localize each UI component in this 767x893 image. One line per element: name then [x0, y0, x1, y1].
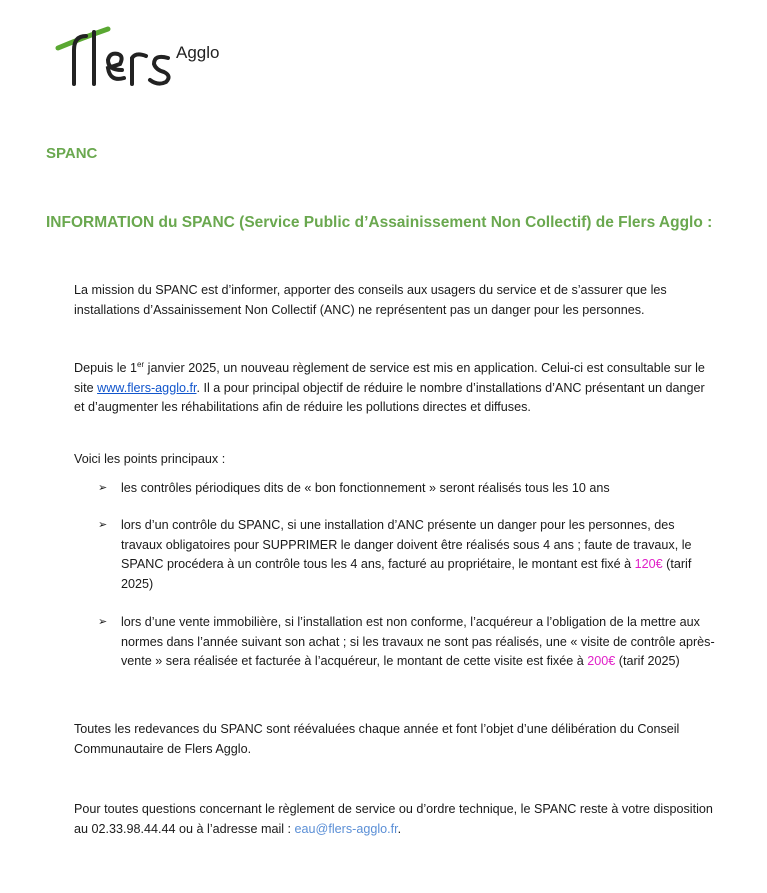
list-item-text — [121, 613, 718, 672]
list-item-body: lors d’un contrôle du SPANC, si une installation d’ANC présente un danger pour les personnes, des travaux obligatoires pour SUPPRIMER le danger doivent être réalisés sous 4 ans ; faute de travaux, le SPANC procédera à un contrôle tous les 4 ans, facturé au propriétaire, le montant est fixé à — [121, 518, 692, 572]
paragraph-points-intro: Voici les points principaux : — [74, 452, 226, 466]
list-item — [98, 613, 718, 672]
flers-agglo-logo-image — [52, 24, 252, 94]
arrow-bullet-icon: ➢ — [98, 616, 108, 628]
paragraph-redevances: Toutes les redevances du SPANC sont réévaluées chaque année et font l’objet d’une délibération du Conseil Communautaire de Flers Agglo. — [74, 722, 680, 756]
para2-text-a: Depuis le 1 — [74, 361, 138, 375]
list-item-text: les contrôles périodiques dits de « bon fonctionnement » seront réalisés tous les 10 ans — [121, 481, 610, 495]
para2-superscript: er — [137, 359, 145, 369]
price-value: 120€ — [634, 557, 663, 572]
contact-text: Pour toutes questions concernant le règlement de service ou d’ordre technique, le SPANC reste à votre disposition au 02.33.98.44.44 ou à l’adresse mail : — [74, 802, 713, 836]
list-item — [98, 479, 718, 499]
list-item-body: lors d’une vente immobilière, si l’installation est non conforme, l’acquéreur a l’obligation de la mettre aux normes dans l’année suivant son achat ; si les travaux ne sont pas réalisés, une « visite de contrôle après-vente » sera réalisée et facturée à l’acquéreur, le montant de cette visite est fixée à — [121, 615, 715, 669]
paragraph-contact — [74, 800, 714, 839]
paragraph-mission: La mission du SPANC est d’informer, apporter des conseils aux usagers du service et de s’assurer que les installations d’Assainissement Non Collectif (ANC) ne représentent pas un danger pour les personnes. — [74, 283, 667, 317]
website-link[interactable]: www.flers-agglo.fr — [97, 380, 197, 395]
email-link[interactable]: eau@flers-agglo.fr — [294, 821, 398, 836]
para2-text-c: . Il a pour principal objectif de réduire le nombre d’installations d’ANC présentant un danger et d’augmenter les réhabilitations afin de réduire les pollutions directes et diffuses. — [74, 380, 705, 415]
arrow-bullet-icon: ➢ — [98, 482, 108, 494]
contact-end: . — [397, 821, 402, 836]
list-item-text — [121, 516, 718, 594]
flers-agglo-logo — [52, 24, 252, 94]
list-item-tail: (tarif 2025) — [615, 654, 680, 669]
section-heading-information: INFORMATION du SPANC (Service Public d’Assainissement Non Collectif) de Flers Agglo : — [46, 214, 713, 231]
arrow-bullet-icon: ➢ — [98, 519, 108, 531]
svg-text:Agglo: Agglo — [176, 43, 220, 62]
list-item-tail: (tarif 2025) — [121, 557, 692, 591]
price-value: 200€ — [587, 654, 616, 669]
section-heading-spanc: SPANC — [46, 145, 98, 162]
para2-text-b: janvier 2025, un nouveau règlement de service est mis en application. Celui-ci est consultable sur le site — [74, 361, 705, 395]
paragraph-reglement — [74, 359, 714, 418]
list-item — [98, 516, 718, 594]
